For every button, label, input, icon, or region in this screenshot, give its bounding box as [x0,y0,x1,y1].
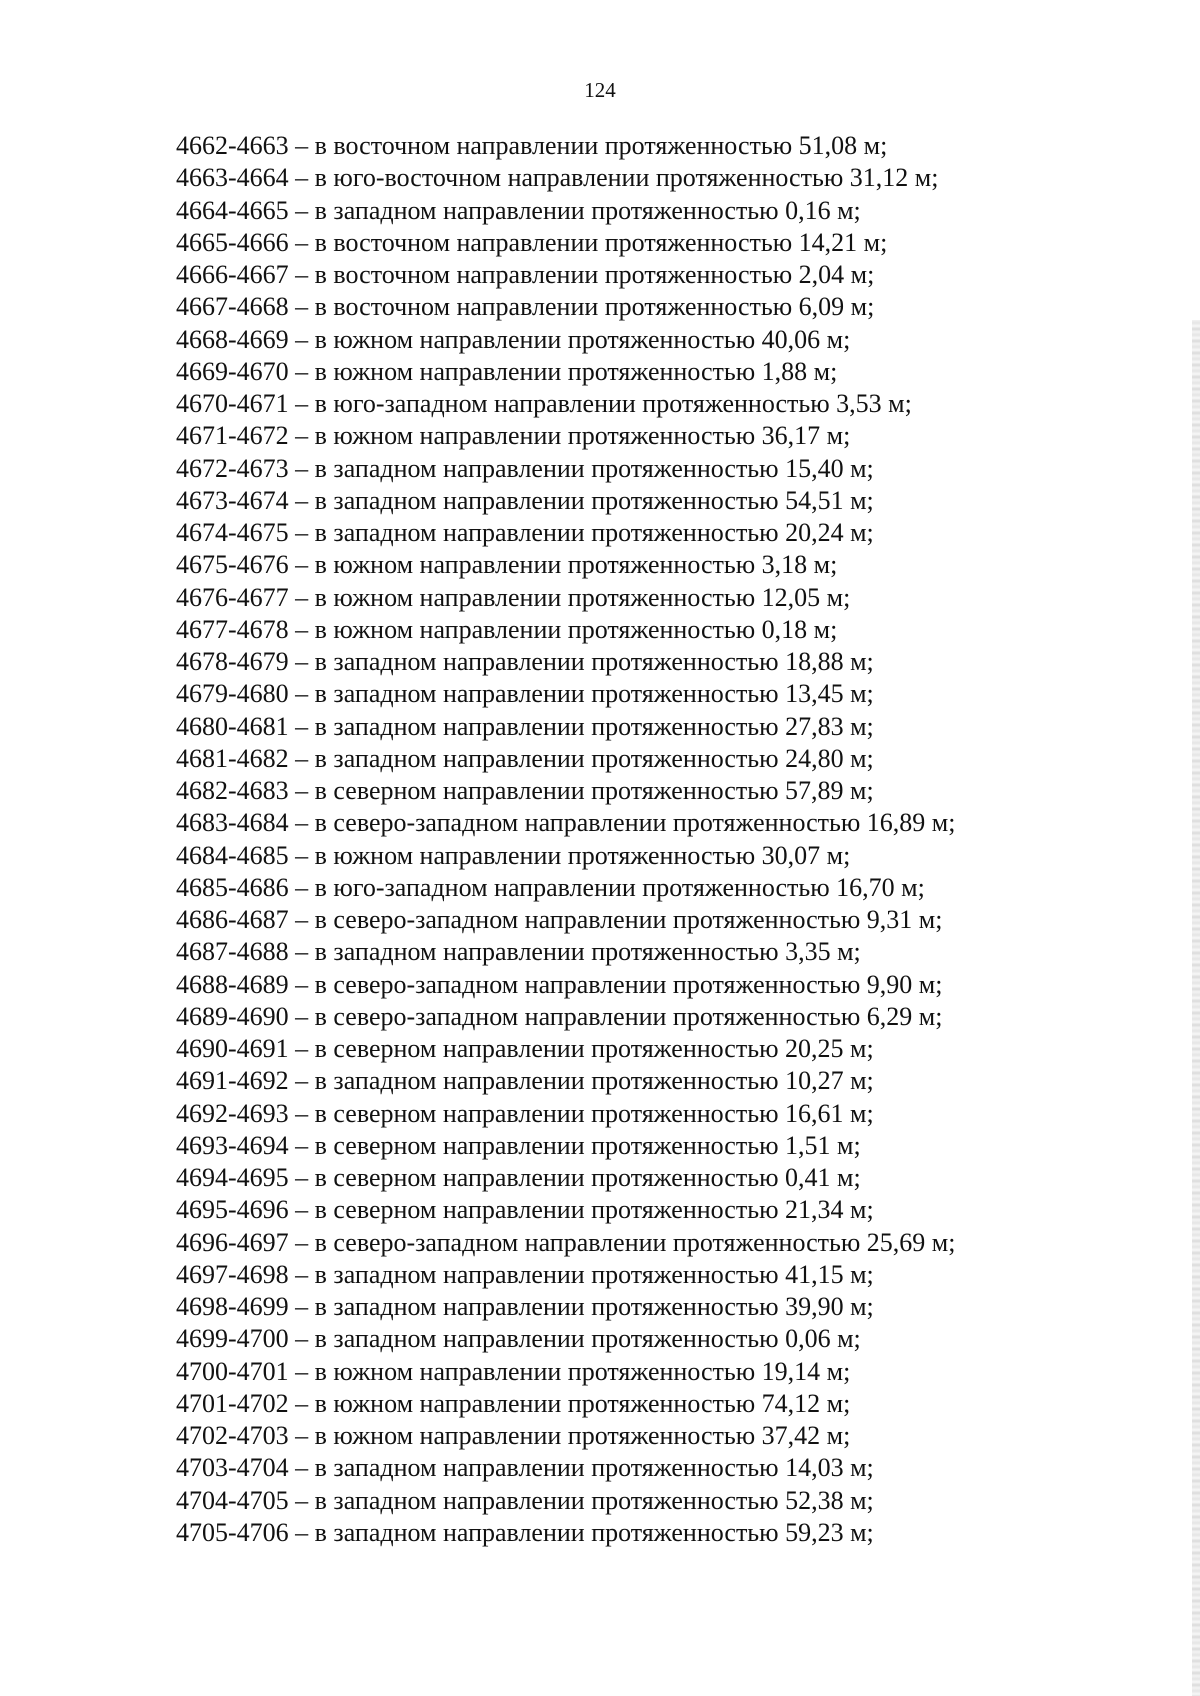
list-item: 4690-4691 – в северном направлении протяженностью 20,25 м; [176,1034,874,1063]
list-item: 4667-4668 – в восточном направлении протяженностью 6,09 м; [176,292,875,322]
list-item: 4702-4703 – в южном направлении протяженностью 37,42 м; [176,1421,851,1450]
list-item: 4668-4669 – в южном направлении протяженностью 40,06 м; [176,324,851,354]
list-item: 4697-4698 – в западном направлении протяженностью 41,15 м; [176,1259,874,1289]
list-item: 4677-4678 – в южном направлении протяженностью 0,18 м; [176,614,838,644]
list-item: 4666-4667 – в восточном направлении протяженностью 2,04 м; [176,260,875,289]
list-item: 4679-4680 – в западном направлении протяженностью 13,45 м; [176,679,874,709]
boundary-description-list [176,130,1076,1549]
list-item: 4703-4704 – в западном направлении протяженностью 14,03 м; [176,1453,874,1483]
list-item: 4664-4665 – в западном направлении протяженностью 0,16 м; [176,195,861,225]
list-item: 4686-4687 – в северо-западном направлении протяженностью 9,31 м; [176,905,943,934]
list-item: 4695-4696 – в северном направлении протяженностью 21,34 м; [176,1195,874,1225]
list-item: 4683-4684 – в северо-западном направлении протяженностью 16,89 м; [176,808,956,838]
list-item: 4693-4694 – в северном направлении протяженностью 1,51 м; [176,1130,861,1160]
list-item: 4662-4663 – в восточном направлении протяженностью 51,08 м; [176,131,888,160]
list-item: 4699-4700 – в западном направлении протяженностью 0,06 м; [176,1324,861,1354]
list-item: 4669-4670 – в южном направлении протяженностью 1,88 м; [176,356,838,386]
list-item: 4692-4693 – в северном направлении протяженностью 16,61 м; [176,1098,874,1128]
list-item: 4672-4673 – в западном направлении протяженностью 15,40 м; [176,453,874,483]
list-item: 4675-4676 – в южном направлении протяженностью 3,18 м; [176,550,838,580]
list-item: 4671-4672 – в южном направлении протяженностью 36,17 м; [176,421,851,451]
scan-edge-artifact [1192,320,1200,1696]
list-item: 4701-4702 – в южном направлении протяженностью 74,12 м; [176,1388,851,1418]
list-item: 4685-4686 – в юго-западном направлении протяженностью 16,70 м; [176,872,925,902]
list-item: 4665-4666 – в восточном направлении протяженностью 14,21 м; [176,227,888,257]
list-item: 4700-4701 – в южном направлении протяженностью 19,14 м; [176,1356,851,1386]
list-item: 4674-4675 – в западном направлении протяженностью 20,24 м; [176,518,874,547]
list-item: 4688-4689 – в северо-западном направлении протяженностью 9,90 м; [176,969,943,999]
list-item: 4682-4683 – в северном направлении протяженностью 57,89 м; [176,776,874,805]
list-item: 4696-4697 – в северо-западном направлении протяженностью 25,69 м; [176,1227,956,1257]
list-item: 4673-4674 – в западном направлении протяженностью 54,51 м; [176,485,874,515]
list-item: 4691-4692 – в западном направлении протяженностью 10,27 м; [176,1066,874,1096]
list-item: 4676-4677 – в южном направлении протяженностью 12,05 м; [176,582,851,612]
list-item: 4698-4699 – в западном направлении протяженностью 39,90 м; [176,1292,874,1321]
list-item: 4687-4688 – в западном направлении протяженностью 3,35 м; [176,937,861,967]
list-item: 4663-4664 – в юго-восточном направлении протяженностью 31,12 м; [176,163,939,193]
list-item: 4705-4706 – в западном направлении протяженностью 59,23 м; [176,1517,874,1547]
list-item: 4684-4685 – в южном направлении протяженностью 30,07 м; [176,840,851,870]
list-item: 4670-4671 – в юго-западном направлении протяженностью 3,53 м; [176,389,912,418]
list-item: 4694-4695 – в северном направлении протяженностью 0,41 м; [176,1163,861,1192]
page-number: 124 [584,78,616,102]
list-item: 4681-4682 – в западном направлении протяженностью 24,80 м; [176,743,874,773]
list-item: 4704-4705 – в западном направлении протяженностью 52,38 м; [176,1485,874,1515]
list-item: 4678-4679 – в западном направлении протяженностью 18,88 м; [176,647,874,676]
list-item: 4680-4681 – в западном направлении протяженностью 27,83 м; [176,711,874,741]
list-item: 4689-4690 – в северо-западном направлении протяженностью 6,29 м; [176,1001,943,1031]
